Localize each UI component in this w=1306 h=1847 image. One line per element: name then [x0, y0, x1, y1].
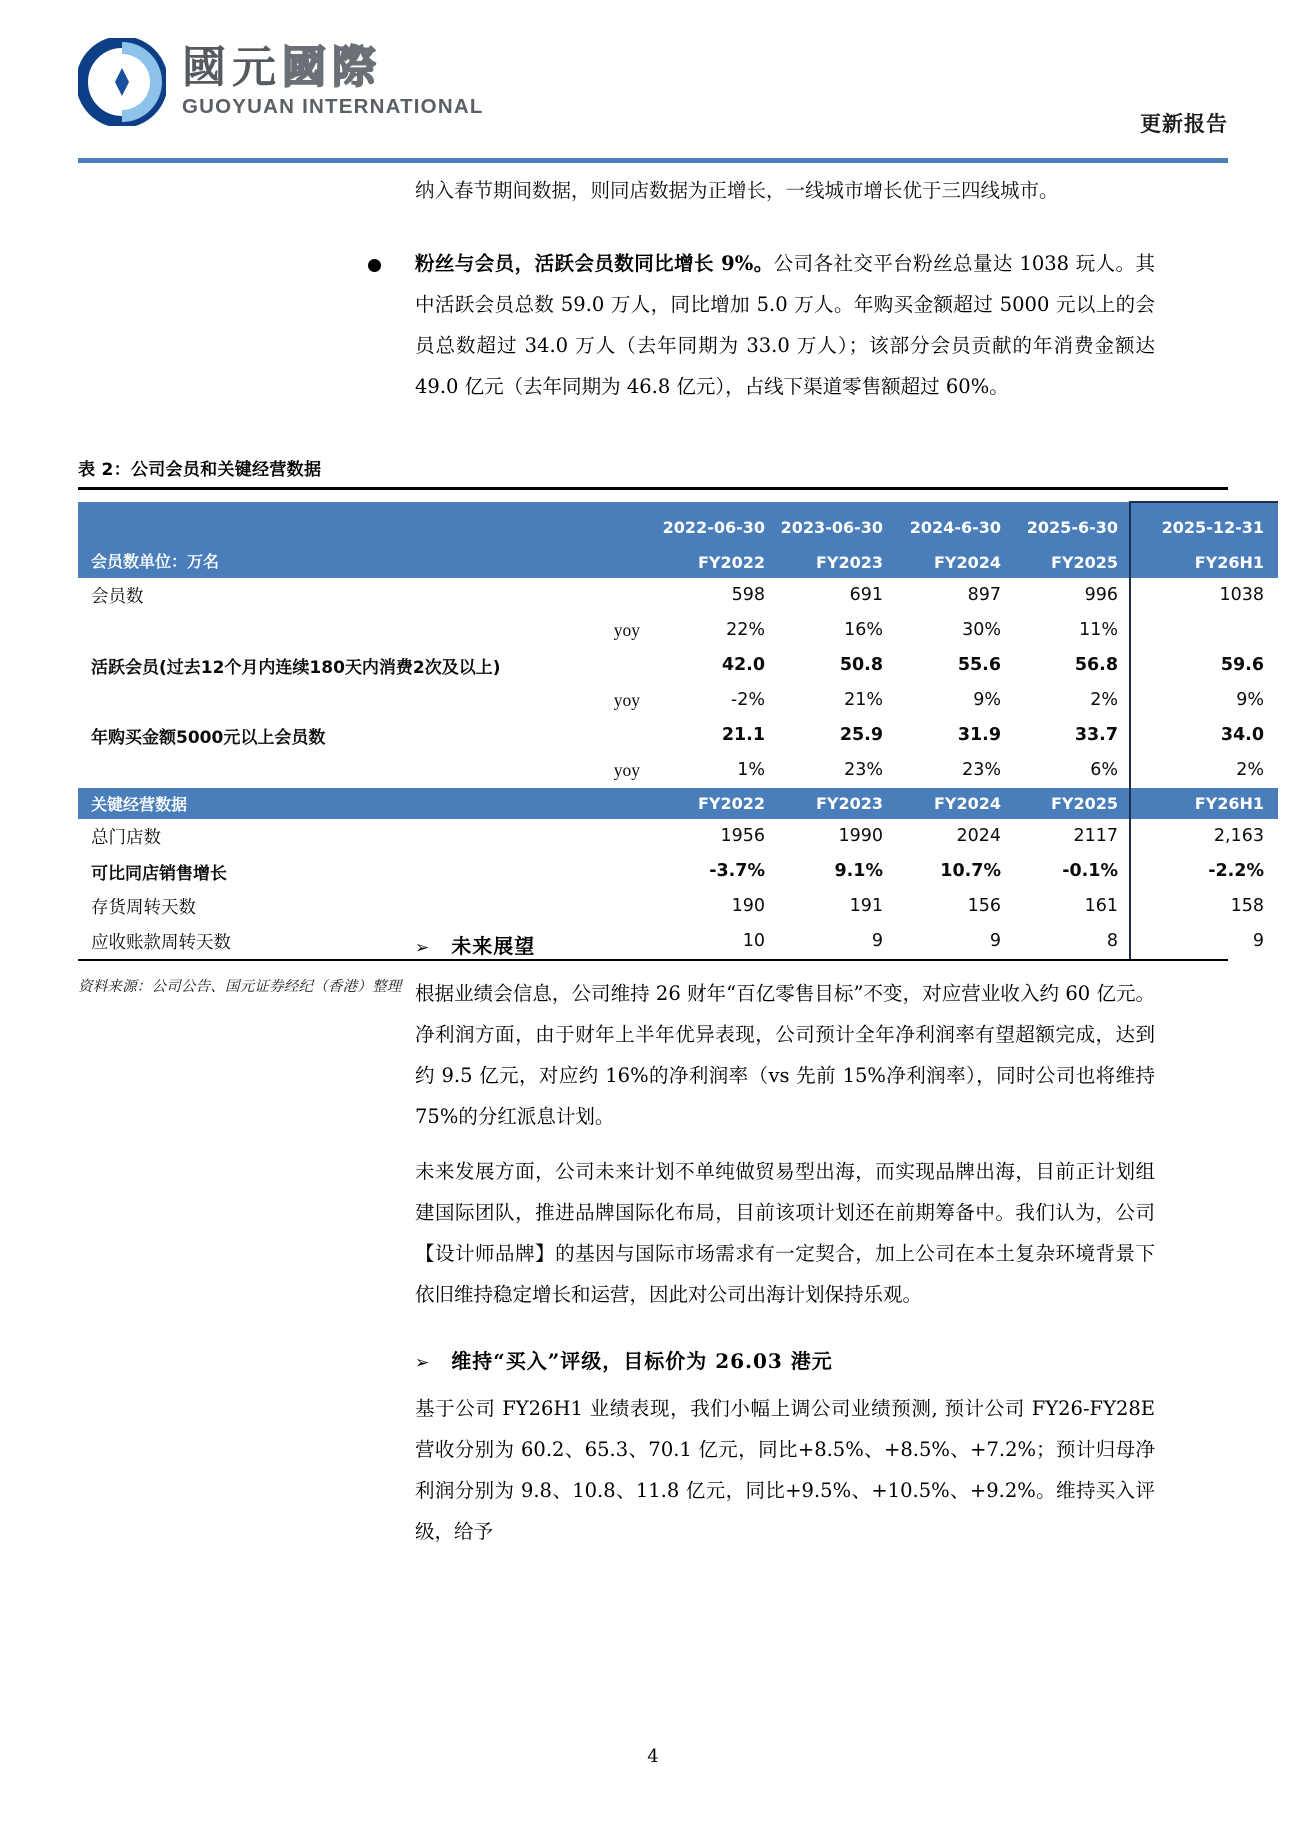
table-row: [78, 683, 1278, 718]
row-value: 23%: [844, 760, 883, 780]
row-value: 161: [1084, 896, 1118, 916]
section-heading-text: 维持“买入”评级，目标价为 26.03 港元: [451, 1349, 833, 1373]
row-yoy-label: [508, 648, 658, 683]
row-yoy-label: yoy: [613, 619, 640, 640]
header-date-2: 2024-6-30: [894, 502, 1012, 538]
row-value-h1: 34.0: [1130, 718, 1278, 753]
header-blank-label: [78, 502, 508, 538]
lower-content: [78, 900, 1228, 1552]
row-value: 6%: [1090, 760, 1118, 780]
bullet-rest: 公司各社交平台粉丝总量达 1038 玩人。其中活跃会员总数 59.0 万人，同比增加 5.0 万人。年购买金额超过 5000 元以上的会员总数超过 34.0 万人（去年同期为 33.0 万人）；该部分会员贡献的年消费金额达 49.0 亿元（去年同期为 46.8 亿元），占线下渠道零售额超过 60%。: [415, 252, 1155, 398]
row-yoy-label: yoy: [613, 689, 640, 710]
row-label: 存货周转天数: [91, 897, 196, 918]
header-date-4: 2025-12-31: [1130, 502, 1278, 538]
row-value: 691: [849, 585, 883, 605]
row-value: 191: [849, 896, 883, 916]
section-heading-text: 未来展望: [451, 934, 536, 958]
row-value: 50.8: [839, 655, 883, 675]
row-value-h1: 9: [1130, 924, 1278, 959]
row-value: 2024: [956, 826, 1001, 846]
bullet-item-members: [368, 243, 1155, 407]
table-row: [78, 578, 1278, 613]
row-value: 11%: [1079, 620, 1118, 640]
section-label: 关键经营数据: [78, 788, 508, 819]
header-fy-3: FY2025: [1012, 538, 1130, 578]
row-yoy-label: yoy: [613, 759, 640, 780]
continued-paragraph: 纳入春节期间数据，则同店数据为正增长，一线城市增长优于三四线城市。: [415, 179, 1059, 202]
bullet-text: [415, 243, 1155, 407]
row-value: 22%: [726, 620, 765, 640]
header-date-3: 2025-6-30: [1012, 502, 1130, 538]
row-value: 1956: [720, 826, 765, 846]
row-value: 9: [871, 931, 883, 951]
bullet-dot-icon: [368, 259, 381, 272]
row-value: 156: [967, 896, 1001, 916]
table-source-note: 资料来源：公司公告、国元证券经纪（香港）整理: [78, 979, 402, 995]
row-value: 33.7: [1074, 725, 1118, 745]
header-divider: [78, 158, 1228, 163]
header-fy-2: FY2024: [894, 538, 1012, 578]
row-value: 1%: [737, 760, 765, 780]
table-unit-label: 会员数单位：万名: [78, 538, 508, 578]
row-value: -3.7%: [709, 861, 765, 881]
header-blank-yoy: [508, 502, 658, 538]
table-row: [78, 648, 1278, 683]
row-yoy-label: [508, 578, 658, 613]
row-value: 25.9: [839, 725, 883, 745]
section-fy-1: FY2023: [776, 788, 894, 819]
row-label: 总门店数: [91, 827, 161, 848]
member-operating-data-table: [78, 501, 1278, 959]
bullet-lead: 粉丝与会员，活跃会员数同比增长 9%。: [415, 252, 774, 275]
company-logo: [78, 38, 484, 126]
row-value: 598: [731, 585, 765, 605]
row-value: 30%: [962, 620, 1001, 640]
row-yoy-label: [508, 819, 658, 854]
page-number: 4: [647, 1746, 659, 1767]
arrow-bullet-icon: ➢: [415, 938, 430, 958]
header-date-0: 2022-06-30: [658, 502, 776, 538]
row-value: 9.1%: [834, 861, 883, 881]
section-fy-0: FY2022: [658, 788, 776, 819]
logo-english-name: GUOYUAN INTERNATIONAL: [182, 94, 484, 118]
document-type-label: 更新报告: [1140, 111, 1228, 136]
header-fy-4: FY26H1: [1130, 538, 1278, 578]
table-row: [78, 718, 1278, 753]
table-row: [78, 753, 1278, 788]
header-fy-1: FY2023: [776, 538, 894, 578]
guoyuan-logo-icon: [78, 38, 166, 126]
logo-chinese-name: 國元國際: [182, 42, 382, 94]
row-value: 16%: [844, 620, 883, 640]
table-section-header-operating: [78, 788, 1278, 819]
row-value: 9%: [973, 690, 1001, 710]
row-value: 56.8: [1074, 655, 1118, 675]
intro-content: [78, 170, 1228, 407]
row-value-h1: [1130, 613, 1278, 648]
table-row: [78, 854, 1278, 889]
row-label: 会员数: [91, 586, 144, 607]
outlook-paragraph-1: 根据业绩会信息，公司维持 26 财年“百亿零售目标”不变，对应营业收入约 60 亿元。净利润方面，由于财年上半年优异表现，公司预计全年净利润率有望超额完成，达到约 9.5 亿元，对应约 16%的净利润率（vs 先前 15%净利润率），同时公司也将维持 75%的分红派息计划。: [415, 982, 1155, 1128]
row-label: [78, 613, 508, 648]
section-fy-4: FY26H1: [1130, 788, 1278, 819]
section-blank-yoy: [508, 788, 658, 819]
row-value-h1: 1038: [1130, 578, 1278, 613]
row-value: 2117: [1073, 826, 1118, 846]
section-heading-rating: [415, 1345, 1228, 1374]
row-value: 10: [742, 931, 765, 951]
row-value: 996: [1084, 585, 1118, 605]
header-fy-0: FY2022: [658, 538, 776, 578]
table-header-dates-row: [78, 502, 1278, 538]
section-fy-2: FY2024: [894, 788, 1012, 819]
rating-paragraph-1: 基于公司 FY26H1 业绩表现，我们小幅上调公司业绩预测, 预计公司 FY26-FY28E 营收分别为 60.2、65.3、70.1 亿元，同比+8.5%、+8.5%、+7.2%；预计归母净利润分别为 9.8、10.8、11.8 亿元，同比+9.5%、+10.5%、+9.2%。维持买入评级，给予: [415, 1397, 1155, 1543]
logo-wordmark: [182, 42, 484, 118]
row-value: 897: [967, 585, 1001, 605]
row-value: 42.0: [721, 655, 765, 675]
row-value: 55.6: [957, 655, 1001, 675]
row-value: 9: [989, 931, 1001, 951]
row-value-h1: 9%: [1130, 683, 1278, 718]
row-value-h1: 158: [1130, 889, 1278, 924]
row-value: 1990: [838, 826, 883, 846]
row-value-h1: 2%: [1130, 753, 1278, 788]
section-fy-3: FY2025: [1012, 788, 1130, 819]
row-value-h1: 2,163: [1130, 819, 1278, 854]
outlook-paragraph-2: 未来发展方面，公司未来计划不单纯做贸易型出海，而实现品牌出海，目前正计划组建国际团队，推进品牌国际化布局，目前该项计划还在前期筹备中。我们认为，公司【设计师品牌】的基因与国际市场需求有一定契合，加上公司在本土复杂环境背景下依旧维持稳定增长和运营，因此对公司出海计划保持乐观。: [415, 1160, 1155, 1306]
table-row: [78, 613, 1278, 648]
arrow-bullet-icon: ➢: [415, 1353, 430, 1373]
row-value: 31.9: [957, 725, 1001, 745]
row-value: 8: [1106, 931, 1118, 951]
table-header-fy-row: [78, 538, 1278, 578]
header-fy-blank-yoy: [508, 538, 658, 578]
table-row: [78, 819, 1278, 854]
row-yoy-label: [508, 718, 658, 753]
page-header: [0, 0, 1306, 160]
row-label: 活跃会员(过去12个月内连续180天内消费2次及以上): [91, 657, 501, 678]
row-value: 10.7%: [940, 861, 1001, 881]
row-label: 可比同店销售增长: [91, 863, 227, 884]
row-value: -0.1%: [1062, 861, 1118, 881]
table-top-rule: [78, 487, 1228, 490]
row-label: 应收账款周转天数: [91, 932, 231, 953]
row-value: 23%: [962, 760, 1001, 780]
row-value: 21.1: [721, 725, 765, 745]
section-heading-outlook: [415, 930, 1228, 959]
row-value-h1: -2.2%: [1130, 854, 1278, 889]
row-value: 21%: [844, 690, 883, 710]
table-caption: 表 2：公司会员和关键经营数据: [78, 460, 322, 480]
row-value: -2%: [730, 690, 765, 710]
row-yoy-label: [508, 854, 658, 889]
row-value-h1: 59.6: [1130, 648, 1278, 683]
header-date-1: 2023-06-30: [776, 502, 894, 538]
row-value: 190: [731, 896, 765, 916]
row-value: 2%: [1090, 690, 1118, 710]
row-label: [78, 753, 508, 788]
row-label: [78, 683, 508, 718]
row-label: 年购买金额5000元以上会员数: [91, 727, 326, 748]
